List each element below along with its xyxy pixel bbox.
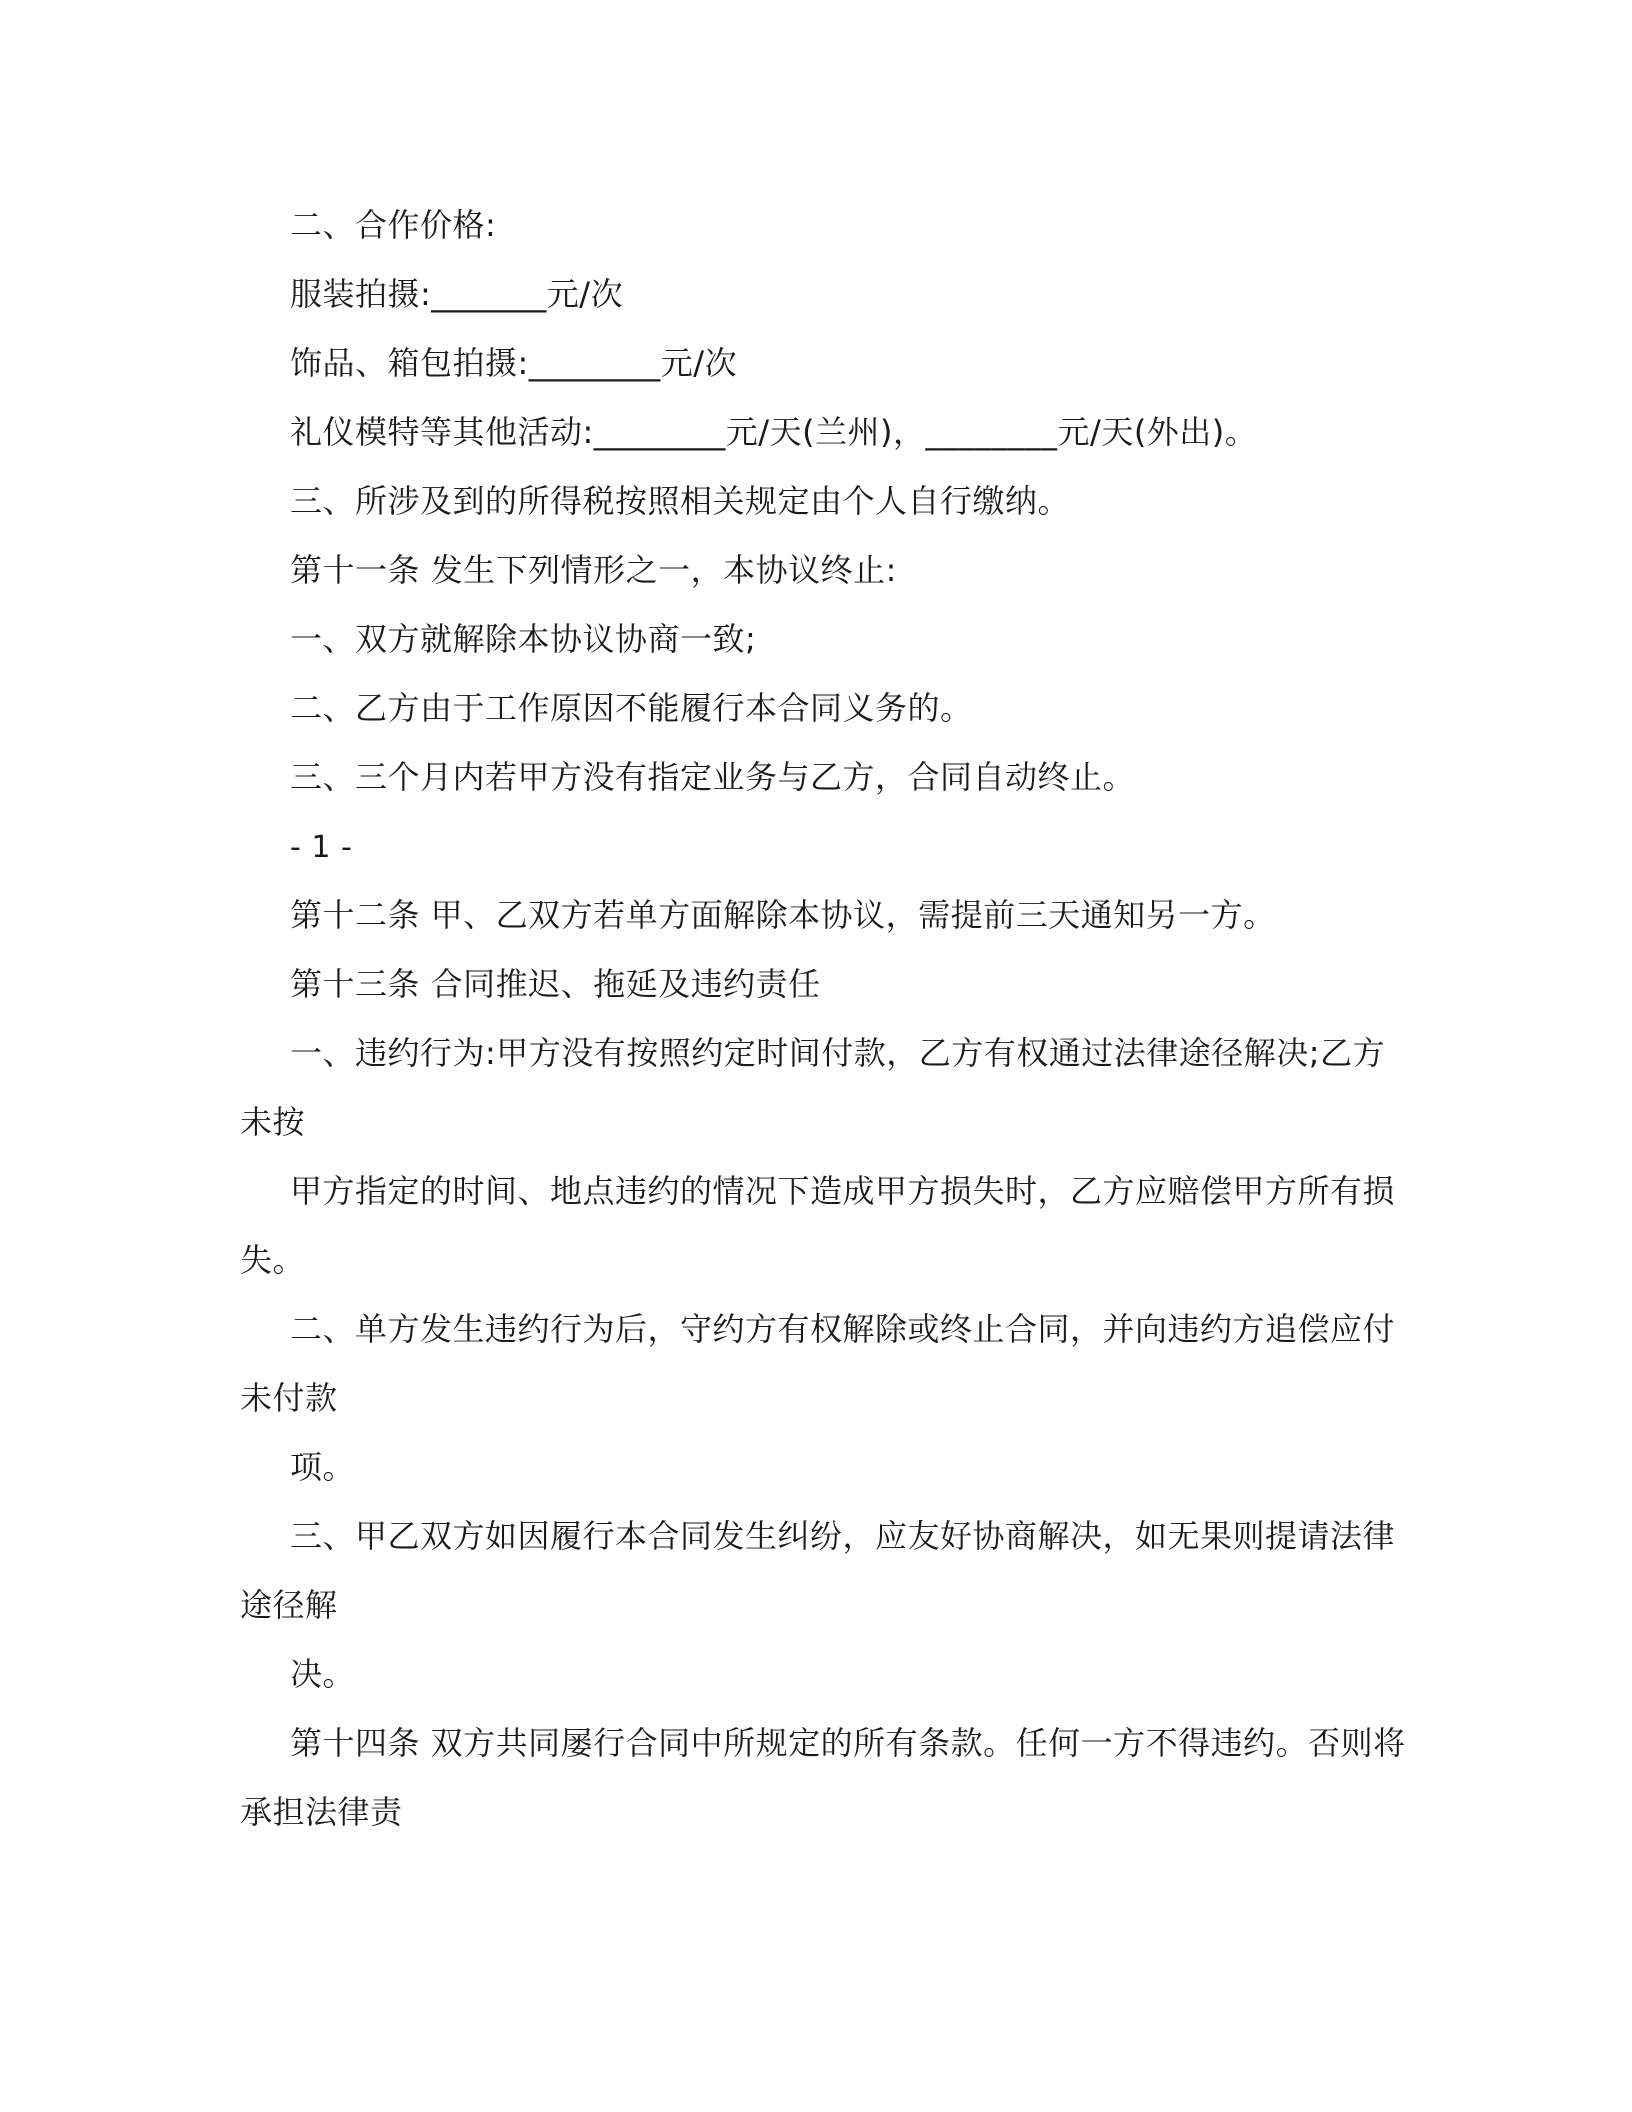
article-13-item-2-line-1: 二、单方发生违约行为后，守约方有权解除或终止合同，并向违约方追偿应付 [290,1310,1396,1348]
article-11-item-1: 一、双方就解除本协议协商一致; [290,620,757,658]
price-accessories: 饰品、箱包拍摄:________元/次 [290,344,738,382]
page-number: - 1 - [290,830,353,865]
article-11-item-2: 二、乙方由于工作原因不能履行本合同义务的。 [290,689,973,727]
article-13-item-3-line-1: 三、甲乙双方如因履行本合同发生纠纷，应友好协商解决，如无果则提请法律 [290,1517,1396,1555]
article-13-item-1-line-4: 失。 [240,1241,306,1279]
article-13-item-3-line-2: 途径解 [240,1586,338,1624]
article-14-line-1: 第十四条 双方共同屡行合同中所规定的所有条款。任何一方不得违约。否则将 [290,1724,1406,1762]
article-13-item-2-line-3: 项。 [290,1448,356,1486]
article-12: 第十二条 甲、乙双方若单方面解除本协议，需提前三天通知另一方。 [290,896,1276,934]
price-clothing: 服装拍摄:_______元/次 [290,275,624,313]
article-13-item-2-line-2: 未付款 [240,1379,338,1417]
article-13-item-1-line-2: 未按 [240,1103,306,1141]
article-13-item-1-line-3: 甲方指定的时间、地点违约的情况下造成甲方损失时，乙方应赔偿甲方所有损 [290,1172,1396,1210]
article-13-item-1-line-1: 一、违约行为:甲方没有按照约定时间付款，乙方有权通过法律途径解决;乙方 [290,1034,1386,1072]
article-14-line-2: 承担法律责 [240,1793,403,1831]
price-etiquette-model: 礼仪模特等其他活动:________元/天(兰州)，________元/天(外出)。 [290,413,1258,451]
article-11-heading: 第十一条 发生下列情形之一，本协议终止: [290,551,897,589]
tax-clause: 三、所涉及到的所得税按照相关规定由个人自行缴纳。 [290,482,1071,520]
article-11-item-3: 三、三个月内若甲方没有指定业务与乙方，合同自动终止。 [290,758,1136,796]
article-13-heading: 第十三条 合同推迟、拖延及违约责任 [290,965,821,1003]
article-13-item-3-line-3: 决。 [290,1655,356,1693]
section-heading-price: 二、合作价格: [290,206,497,244]
